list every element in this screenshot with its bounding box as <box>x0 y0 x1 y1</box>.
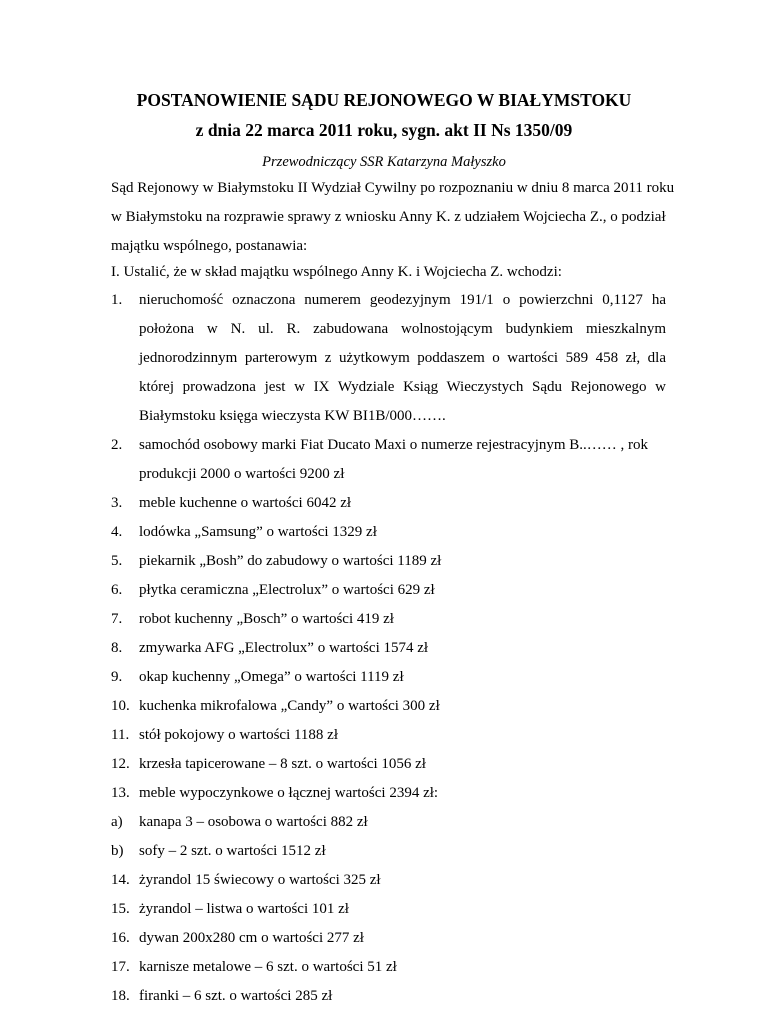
list-item-number: a) <box>111 814 123 830</box>
list-item-text: dywan 200x280 cm o wartości 277 zł <box>139 930 364 946</box>
list-item <box>111 576 666 605</box>
list-item-number: 14. <box>111 872 130 888</box>
list-item <box>111 953 666 982</box>
list-item-number: 4. <box>111 524 123 540</box>
list-item <box>111 431 666 489</box>
list-item-text: zmywarka AFG „Electrolux” o wartości 1574 zł <box>139 640 429 656</box>
list-item <box>111 663 666 692</box>
list-item <box>111 924 666 953</box>
list-item-line: produkcji 2000 o wartości 9200 zł <box>139 466 345 482</box>
list-item <box>111 286 666 431</box>
list-item-number: 5. <box>111 553 123 569</box>
list-item <box>111 489 666 518</box>
list-item-line: jednorodzinnym parterowym z użytkowym poddaszem o wartości 589 458 zł, dla <box>139 350 666 366</box>
section-heading: I. Ustalić, że w skład majątku wspólnego Anny K. i Wojciecha Z. wchodzi: <box>111 264 562 280</box>
list-item-number: 13. <box>111 785 130 801</box>
list-item <box>111 808 666 837</box>
list-item-text <box>139 431 666 489</box>
list-item-number: 9. <box>111 669 123 685</box>
list-item-text: robot kuchenny „Bosch” o wartości 419 zł <box>139 611 394 627</box>
list-item-text: kanapa 3 – osobowa o wartości 882 zł <box>139 814 368 830</box>
list-item-number: 17. <box>111 959 130 975</box>
list-item <box>111 895 666 924</box>
list-item-number: 2. <box>111 437 123 453</box>
list-item-number: 8. <box>111 640 123 656</box>
list-item <box>111 518 666 547</box>
list-item-text: firanki – 6 szt. o wartości 285 zł <box>139 988 333 1004</box>
list-item-number: 12. <box>111 756 130 772</box>
list-item-number: b) <box>111 843 124 859</box>
list-item-number: 6. <box>111 582 123 598</box>
list-item <box>111 547 666 576</box>
list-item <box>111 634 666 663</box>
list-item-line: samochód osobowy marki Fiat Ducato Maxi o numerze rejestracyjnym B..…… , rok <box>139 437 649 453</box>
list-item <box>111 692 666 721</box>
list-item-text: okap kuchenny „Omega” o wartości 1119 zł <box>139 669 404 685</box>
list-item-line: położona w N. ul. R. zabudowana wolnostojącym budynkiem mieszkalnym <box>139 321 666 337</box>
list-item-text: lodówka „Samsung” o wartości 1329 zł <box>139 524 377 540</box>
intro-paragraph <box>111 174 675 261</box>
list-item-text: karnisze metalowe – 6 szt. o wartości 51 zł <box>139 959 397 975</box>
list-item-text: sofy – 2 szt. o wartości 1512 zł <box>139 843 326 859</box>
intro-line: majątku wspólnego, postanawia: <box>111 238 308 254</box>
asset-list <box>111 286 666 1011</box>
list-item-text: piekarnik „Bosh” do zabudowy o wartości 1189 zł <box>139 553 442 569</box>
list-item-line: której prowadzona jest w IX Wydziale Ksiąg Wieczystych Sądu Rejonowego w <box>139 379 666 395</box>
list-item-number: 15. <box>111 901 130 917</box>
list-item-number: 10. <box>111 698 130 714</box>
list-item-text: żyrandol 15 świecowy o wartości 325 zł <box>139 872 381 888</box>
list-item-number: 3. <box>111 495 123 511</box>
list-item <box>111 982 666 1011</box>
list-item <box>111 750 666 779</box>
list-item-text: meble kuchenne o wartości 6042 zł <box>139 495 352 511</box>
list-item-text <box>139 286 666 431</box>
document-subtitle: z dnia 22 marca 2011 roku, sygn. akt II Ns 1350/09 <box>195 120 573 140</box>
intro-line: Sąd Rejonowy w Białymstoku II Wydział Cywilny po rozpoznaniu w dniu 8 marca 2011 roku <box>111 180 675 196</box>
list-item <box>111 779 666 808</box>
list-item-text: żyrandol – listwa o wartości 101 zł <box>139 901 349 917</box>
list-item <box>111 605 666 634</box>
list-item <box>111 837 666 866</box>
list-item-number: 11. <box>111 727 130 743</box>
list-item-text: stół pokojowy o wartości 1188 zł <box>139 727 339 743</box>
list-item-text: płytka ceramiczna „Electrolux” o wartości 629 zł <box>139 582 435 598</box>
list-item <box>111 721 666 750</box>
document-title: POSTANOWIENIE SĄDU REJONOWEGO W BIAŁYMSTOKU <box>136 90 632 110</box>
list-item-number: 18. <box>111 988 130 1004</box>
list-item-number: 7. <box>111 611 123 627</box>
list-item-line: nieruchomość oznaczona numerem geodezyjnym 191/1 o powierzchni 0,1127 ha <box>139 292 666 308</box>
presiding-judge: Przewodniczący SSR Katarzyna Małyszko <box>262 154 506 170</box>
list-item-line: Białymstoku księga wieczysta KW BI1B/000……. <box>139 408 446 424</box>
list-item-text: meble wypoczynkowe o łącznej wartości 2394 zł: <box>139 785 439 801</box>
list-item-number: 1. <box>111 292 123 308</box>
list-item-number: 16. <box>111 930 130 946</box>
list-item-text: krzesła tapicerowane – 8 szt. o wartości 1056 zł <box>139 756 426 772</box>
list-item-text: kuchenka mikrofalowa „Candy” o wartości 300 zł <box>139 698 440 714</box>
list-item <box>111 866 666 895</box>
intro-line: w Białymstoku na rozprawie sprawy z wniosku Anny K. z udziałem Wojciecha Z., o podział <box>111 209 666 225</box>
